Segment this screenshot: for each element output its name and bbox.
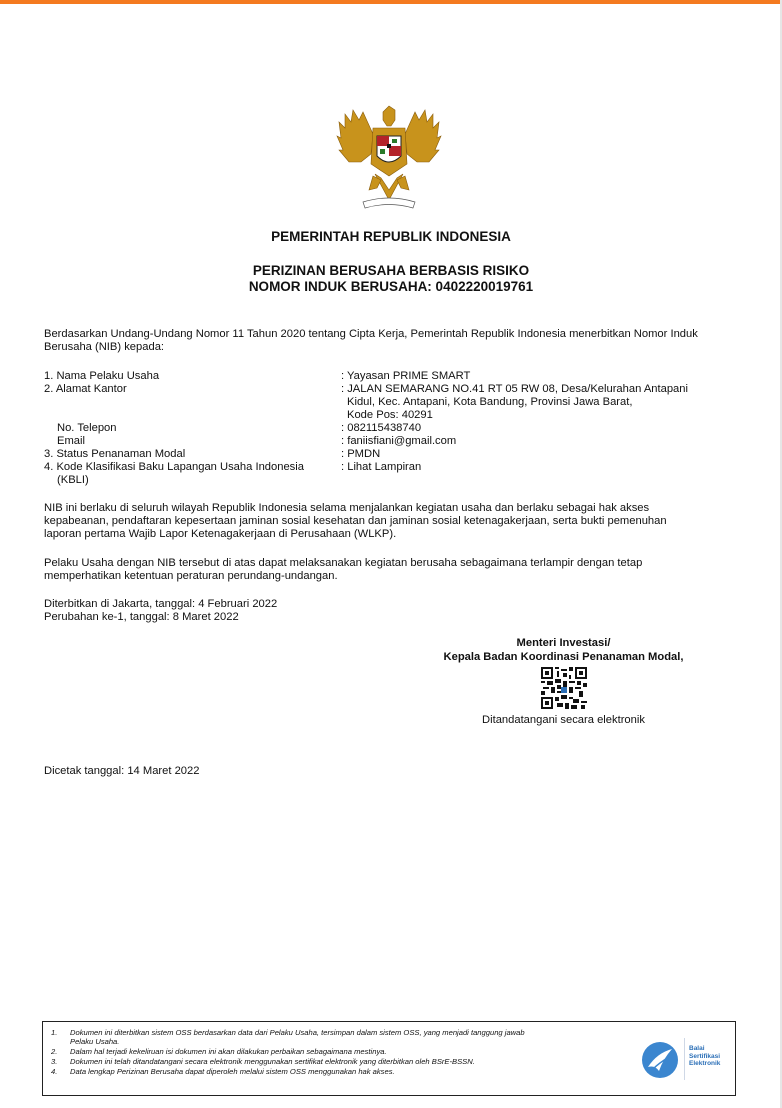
footnote-text: Dalam hal terjadi kekeliruan isi dokumen ini akan dilakukan perbaikan sebagaimana mestinya. [70,1047,387,1056]
qr-code-icon [541,667,587,709]
status-value: : PMDN [341,448,381,460]
email-value: : faniisfiani@gmail.com [341,435,457,447]
email-label: Email [57,435,85,447]
bsre-separator [684,1038,685,1080]
footnote-text: Dokumen ini diterbitkan sistem OSS berdasarkan data dari Pelaku Usaha, tersimpan dalam sistem OSS, yang menjadi tanggung jawab [70,1028,525,1037]
intro-line-1: Berdasarkan Undang-Undang Nomor 11 Tahun 2020 tentang Cipta Kerja, Pemerintah Republik Indonesia menerbitkan Nomor Induk [44,328,698,340]
e-signature-note: Ditandatangani secara elektronik [482,714,645,726]
footnote-number: 3. [51,1057,58,1066]
footnote-number: 4. [51,1067,58,1076]
bsre-label-line: Balai [689,1045,705,1052]
permission-line-1: Pelaku Usaha dengan NIB tersebut di atas dapat melaksanakan kegiatan berusaha sebagaimana terlampir dengan tetap [44,557,643,569]
validity-line-2: kepabeanan, pendaftaran kepesertaan jaminan sosial kesehatan dan jaminan sosial ketenagakerjaan, serta bukti pemenuhan [44,515,667,527]
footnote-text-cont: Pelaku Usaha. [70,1037,120,1046]
bsre-label [689,1045,737,1068]
phone-value: : 082115438740 [341,422,422,434]
bsre-logo-icon [639,1039,681,1081]
signatory-title-2: Kepala Badan Koordinasi Penanaman Modal, [443,651,684,663]
status-label: 3. Status Penanaman Modal [44,448,186,460]
issued-date: Diterbitkan di Jakarta, tanggal: 4 Februari 2022 [44,598,278,610]
amendment-date: Perubahan ke-1, tanggal: 8 Maret 2022 [44,611,239,623]
footnote-number: 2. [51,1047,58,1056]
document-title: PERIZINAN BERUSAHA BERBASIS RISIKO [252,263,530,278]
footnote-text: Dokumen ini telah ditandatangani secara elektronik menggunakan sertifikat elektronik yang diterbitkan oleh BSrE-BSSN. [70,1057,475,1066]
government-heading: PEMERINTAH REPUBLIK INDONESIA [271,229,511,244]
name-value: : Yayasan PRIME SMART [341,370,471,382]
garuda-emblem-icon [333,104,445,212]
address-line-2: Kidul, Kec. Antapani, Kota Bandung, Provinsi Jawa Barat, [347,396,633,408]
address-line-3: Kode Pos: 40291 [347,409,433,421]
validity-line-3: laporan pertama Wajib Lapor Ketenagakerjaan di Perusahaan (WLKP). [44,528,397,540]
kbli-label-cont: (KBLI) [57,474,89,486]
phone-label: No. Telepon [57,422,117,434]
footnote-text: Data lengkap Perizinan Berusaha dapat diperoleh melalui sistem OSS menggunakan hak akses. [70,1067,395,1076]
name-label: 1. Nama Pelaku Usaha [44,370,160,382]
validity-line-1: NIB ini berlaku di seluruh wilayah Republik Indonesia selama menjalankan kegiatan usaha dan berlaku sebagai hak akses [44,502,650,514]
top-accent-bar [0,0,782,4]
bsre-label-line: Elektronik [689,1060,721,1067]
footer-notes [42,1021,736,1096]
printed-date: Dicetak tanggal: 14 Maret 2022 [44,765,200,777]
address-line-1: : JALAN SEMARANG NO.41 RT 05 RW 08, Desa/Kelurahan Antapani [341,383,688,395]
signatory-title-1: Menteri Investasi/ [516,637,611,649]
address-label: 2. Alamat Kantor [44,383,127,395]
intro-line-2: Berusaha (NIB) kepada: [44,341,165,353]
permission-line-2: memperhatikan ketentuan peraturan perundang-undangan. [44,570,338,582]
nib-number: NOMOR INDUK BERUSAHA: 0402220019761 [248,279,534,294]
bsre-label-line: Sertifikasi [689,1052,721,1060]
footnote-number: 1. [51,1028,58,1037]
kbli-value: : Lihat Lampiran [341,461,422,473]
kbli-label: 4. Kode Klasifikasi Baku Lapangan Usaha Indonesia [44,461,304,473]
